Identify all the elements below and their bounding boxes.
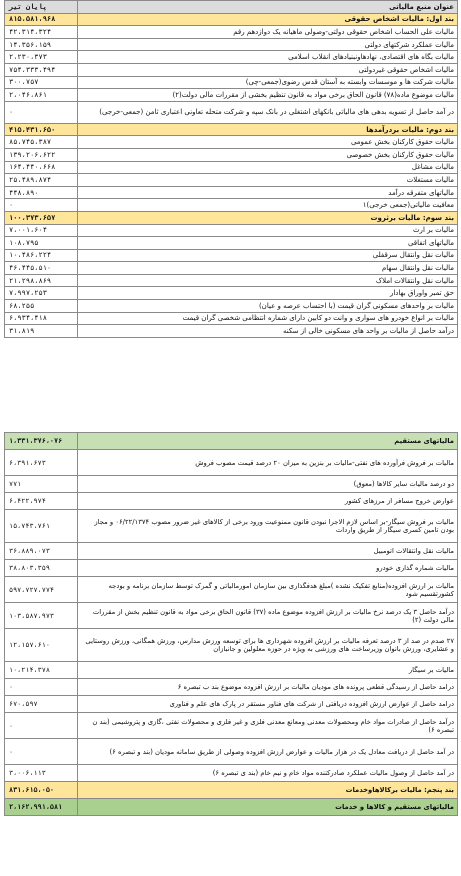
row-description: مالیات مشاغل <box>78 161 458 174</box>
row-description: درآمد حاصل از صادرات مواد خام ومحصولات معدنی ومعانع معدنی فلزی و غیر فلزی و محصولات نفتی ،گازی و پتروشیمی (بند ن تبصره ۶) <box>78 713 458 739</box>
row-amount: ۱۶۴،۴۴۰،۶۶۸ <box>5 161 78 174</box>
tax-revenue-table-1 <box>4 0 458 338</box>
table-row <box>5 543 458 560</box>
table-row <box>5 38 458 51</box>
row-description: دو درصد مالیات سایر کالاها (معوق) <box>78 476 458 493</box>
row-amount: ۴۱۵،۴۳۱،۶۵۰ <box>5 123 78 136</box>
section-row <box>5 123 458 136</box>
table-row <box>5 765 458 782</box>
row-amount: ۲،۲۳۰،۳۷۳ <box>5 51 78 64</box>
section-row <box>5 211 458 224</box>
row-description: بند سوم: مالیات برثروت <box>78 211 458 224</box>
row-description: بند اول: مالیات اشخاص حقوقی <box>78 13 458 26</box>
row-amount: ۳۶،۸۸۹،۰۷۳ <box>5 543 78 560</box>
row-amount: ۰ <box>5 713 78 739</box>
row-description: مالیات عملکرد شرکتهای دولتی <box>78 38 458 51</box>
row-description: مالیاتهای متفرقه درآمد <box>78 186 458 199</box>
row-amount: ۸۳۱،۶۱۵،۰۵۰ <box>5 782 78 799</box>
row-description: عوارض خروج مسافر از مرزهای کشور <box>78 493 458 510</box>
table-row <box>5 679 458 696</box>
row-amount: ۱۰۳،۵۸۷،۹۷۳ <box>5 603 78 629</box>
row-description: درآمد حاصل ۳ یک درصد نرخ مالیات بر ارزش افزوده موضوع ماده (۳۷) قانون الحاق برخی مواد به قانون تنظیم بخش از مقررات مالی دولت (۲) <box>78 603 458 629</box>
row-amount: ۱۴،۳۵۶،۱۵۹ <box>5 38 78 51</box>
table-row <box>5 199 458 212</box>
table-row <box>5 274 458 287</box>
row-amount: ۴۲،۳۱۴،۳۲۴ <box>5 26 78 39</box>
row-description: مالیات نقل وانتقالات املاک <box>78 274 458 287</box>
table-row <box>5 174 458 187</box>
row-amount: ۸۱۵،۵۸۱،۹۶۸ <box>5 13 78 26</box>
row-amount: ۳۱،۸۱۹ <box>5 325 78 338</box>
row-description: مالیات اشخاص حقوقی غیردولتی <box>78 63 458 76</box>
row-description: مالیات نقل وانتقال سهام <box>78 262 458 275</box>
table-row <box>5 739 458 765</box>
row-amount: ۶،۴۲۲،۹۷۴ <box>5 493 78 510</box>
row-amount: ۴۶،۴۴۵،۵۱۰ <box>5 262 78 275</box>
table-row <box>5 224 458 237</box>
row-amount: ۷،۰۰۱،۶۰۴ <box>5 224 78 237</box>
column-header-amount: پایان تیر <box>5 1 78 14</box>
row-description: مالیات نقل وانتقال سرقفلی <box>78 249 458 262</box>
row-description: مالیاتهای اتفاقی <box>78 237 458 250</box>
row-amount: ۵۹۷،۷۲۷،۷۷۴ <box>5 577 78 603</box>
row-description: در آمد حاصل از دریافت معادل یک در هزار مالیات و عوارض ارزش افزوده وصولی از طریق سامانه مودیان (بند و تبصره ۶) <box>78 739 458 765</box>
row-description: مالیات نقل وانتقالات اتومبیل <box>78 543 458 560</box>
row-description: مالیات بر فروش سیگار-بر اساس لازم الاجرا نبودن قانون ممنوعیت ورود برخی از کالاهای غیر ضرور مصوب ۰۶/۲۲/۱۳۷۴ و مجاز بودن تامین کسری سیگار از طریق واردات <box>78 510 458 543</box>
table-row <box>5 287 458 300</box>
row-description: درامد حاصل از رسیدگی قطعی پرونده های مودیان مالیات بر ارزش افزوده موضوع بند ب تبصره ۶ <box>78 679 458 696</box>
row-description: مالیات شرکت ها و موسسات وابسته به آستان قدس رضوی(جمعی-چی) <box>78 76 458 89</box>
row-description: مالیات بر سیگار <box>78 662 458 679</box>
row-amount: ۶۸،۲۵۵ <box>5 300 78 313</box>
table-row <box>5 186 458 199</box>
row-amount: ۶،۹۳۴،۴۱۸ <box>5 312 78 325</box>
row-description: مالیات حقوق کارکنان بخش عمومی <box>78 136 458 149</box>
row-amount: ۰ <box>5 101 78 123</box>
table-row <box>5 300 458 313</box>
row-amount: ۲۱،۲۹۸،۸۶۹ <box>5 274 78 287</box>
row-amount: ۱۰،۴۸۶،۲۲۴ <box>5 249 78 262</box>
row-description: مالیات شماره گذاری خودرو <box>78 560 458 577</box>
row-amount: ۱۰،۲۱۴،۳۷۸ <box>5 662 78 679</box>
row-description: مالیات بر فروش فرآورده های نفتی-مالیات بر بنزین به میزان ۲۰ درصد قیمت مصوب فروش <box>78 450 458 476</box>
row-description: مالیات بر ارث <box>78 224 458 237</box>
section-row <box>5 13 458 26</box>
table-row <box>5 450 458 476</box>
table-row <box>5 577 458 603</box>
table-row <box>5 237 458 250</box>
table-row <box>5 51 458 64</box>
row-description: مالیات بر ارزش افزوده(منابع تفکیک نشده )مبلغ هدفگذاری بین سازمان امورمالیاتی و گمرک توسط سازمان برنامه و بودجه کشورتقسیم شود <box>78 577 458 603</box>
section-row <box>5 782 458 799</box>
table-row <box>5 696 458 713</box>
row-amount: ۳۰۰،۷۵۷ <box>5 76 78 89</box>
row-description: مالیاتهای مستقیم و کالاها و خدمات <box>78 799 458 816</box>
row-amount: ۰ <box>5 679 78 696</box>
table-row <box>5 603 458 629</box>
table-row <box>5 476 458 493</box>
row-amount: ۷۷۱ <box>5 476 78 493</box>
row-amount: ۲،۱۶۲،۹۹۱،۵۸۱ <box>5 799 78 816</box>
row-amount: ۱،۳۳۱،۳۷۶،۰۷۶ <box>5 433 78 450</box>
row-amount: ۷،۹۹۷،۲۵۳ <box>5 287 78 300</box>
table-row <box>5 76 458 89</box>
table-row <box>5 312 458 325</box>
row-description: مالیات بر واحدهای مسکونی گران قیمت (با احتساب عرصه و عیان) <box>78 300 458 313</box>
row-description: ۲۷ صدم در صد از ۳ درصد تعرفه مالیات بر ارزش افزوده شهرداری ها برای توسعه ورزش مدارس، ورزش همگانی، ورزش روستایی و عشایری، ورزش بانوان وزیرساخت های ورزشی به ویژه در حوزه معلولین و جانبازان <box>78 629 458 662</box>
table-row <box>5 629 458 662</box>
row-amount: ۷۵۴،۳۳۳،۴۹۴ <box>5 63 78 76</box>
row-amount: ۸۵،۷۴۵،۳۸۷ <box>5 136 78 149</box>
row-description: در آمد حاصل از وصول مالیات عملکرد صادرکننده مواد خام و نیم خام (بند ی تبصره ۶) <box>78 765 458 782</box>
tax-revenue-table-2 <box>4 432 458 816</box>
table-row <box>5 713 458 739</box>
table-row <box>5 249 458 262</box>
row-amount: ۳،۰۰۶،۱۱۳ <box>5 765 78 782</box>
table-row <box>5 63 458 76</box>
row-description: معافیت مالیاتی(جمعی خرجی)۱ <box>78 199 458 212</box>
table-row <box>5 101 458 123</box>
table-row <box>5 262 458 275</box>
table-header-row <box>5 1 458 14</box>
row-amount: ۱۳۹،۲۰۶،۶۲۲ <box>5 148 78 161</box>
total-row <box>5 799 458 816</box>
table-row <box>5 560 458 577</box>
table-row <box>5 325 458 338</box>
category-row <box>5 433 458 450</box>
row-amount: ۱۰۸،۷۹۵ <box>5 237 78 250</box>
row-description: مالیات مستغلات <box>78 174 458 187</box>
row-amount: ۲،۰۴۶،۸۶۱ <box>5 89 78 102</box>
table-row <box>5 26 458 39</box>
row-description: بند پنجم: مالیات برکالاهاوخدمات <box>78 782 458 799</box>
table-row <box>5 662 458 679</box>
row-description: مالیاتهای مستقیم <box>78 433 458 450</box>
table-row <box>5 161 458 174</box>
row-amount: ۲۵،۴۸۹،۸۷۴ <box>5 174 78 187</box>
table-row <box>5 510 458 543</box>
row-description: بند دوم: مالیات بردرآمدها <box>78 123 458 136</box>
row-description: درامد حاصل از عوارض ارزش افزوده دریافتی از شرکت های فناور مستقر در پارک های علم و فناوری <box>78 696 458 713</box>
row-description: درآمد حاصل از مالیات بر واحد های مسکونی خالی از سکنه <box>78 325 458 338</box>
row-amount: ۱۲،۱۵۷،۶۱۰ <box>5 629 78 662</box>
row-amount: ۶۷۰،۵۹۷ <box>5 696 78 713</box>
row-description: مالیات حقوق کارکنان بخش خصوصی <box>78 148 458 161</box>
row-amount: ۳۸،۸۰۳،۳۵۹ <box>5 560 78 577</box>
table-row <box>5 136 458 149</box>
row-amount: ۰ <box>5 739 78 765</box>
column-header-description: عنوان منبع مالیاتی <box>78 1 458 14</box>
table-row <box>5 148 458 161</box>
row-amount: ۴۴۸،۸۹۰ <box>5 186 78 199</box>
row-amount: ۶،۳۹۱،۶۷۳ <box>5 450 78 476</box>
row-description: مالیات علی الحساب اشخاص حقوقی دولتی-وصولی ماهیانه یک دوازدهم رقم <box>78 26 458 39</box>
row-amount: ۰ <box>5 199 78 212</box>
row-amount: ۱۰۰،۳۷۳،۶۵۷ <box>5 211 78 224</box>
row-description: مالیات بر انواع خودرو های سواری و وانت دو کابین دارای شماره انتظامی شخصی گران قیمت <box>78 312 458 325</box>
row-amount: ۱۵،۷۴۳،۷۶۱ <box>5 510 78 543</box>
row-description: مالیات موضوع ماده(۷۸) قانون الحاق برخی مواد به قانون تنظیم بخشی از مقررات مالی دولت(۲) <box>78 89 458 102</box>
row-description: مالیات بگاه های اقتصادی، نهادهاونبنیادهای انقلاب اسلامی <box>78 51 458 64</box>
table-row <box>5 89 458 102</box>
table-row <box>5 493 458 510</box>
row-description: حق تمبر واوراق بهادار <box>78 287 458 300</box>
row-description: در آمد حاصل از تسویه بدهی های مالیاتی بانکهای اشتغلی در بانک سپه و شرکت متحله تعاونی اعتباری ثامن (جمعی-خرجی) <box>78 101 458 123</box>
